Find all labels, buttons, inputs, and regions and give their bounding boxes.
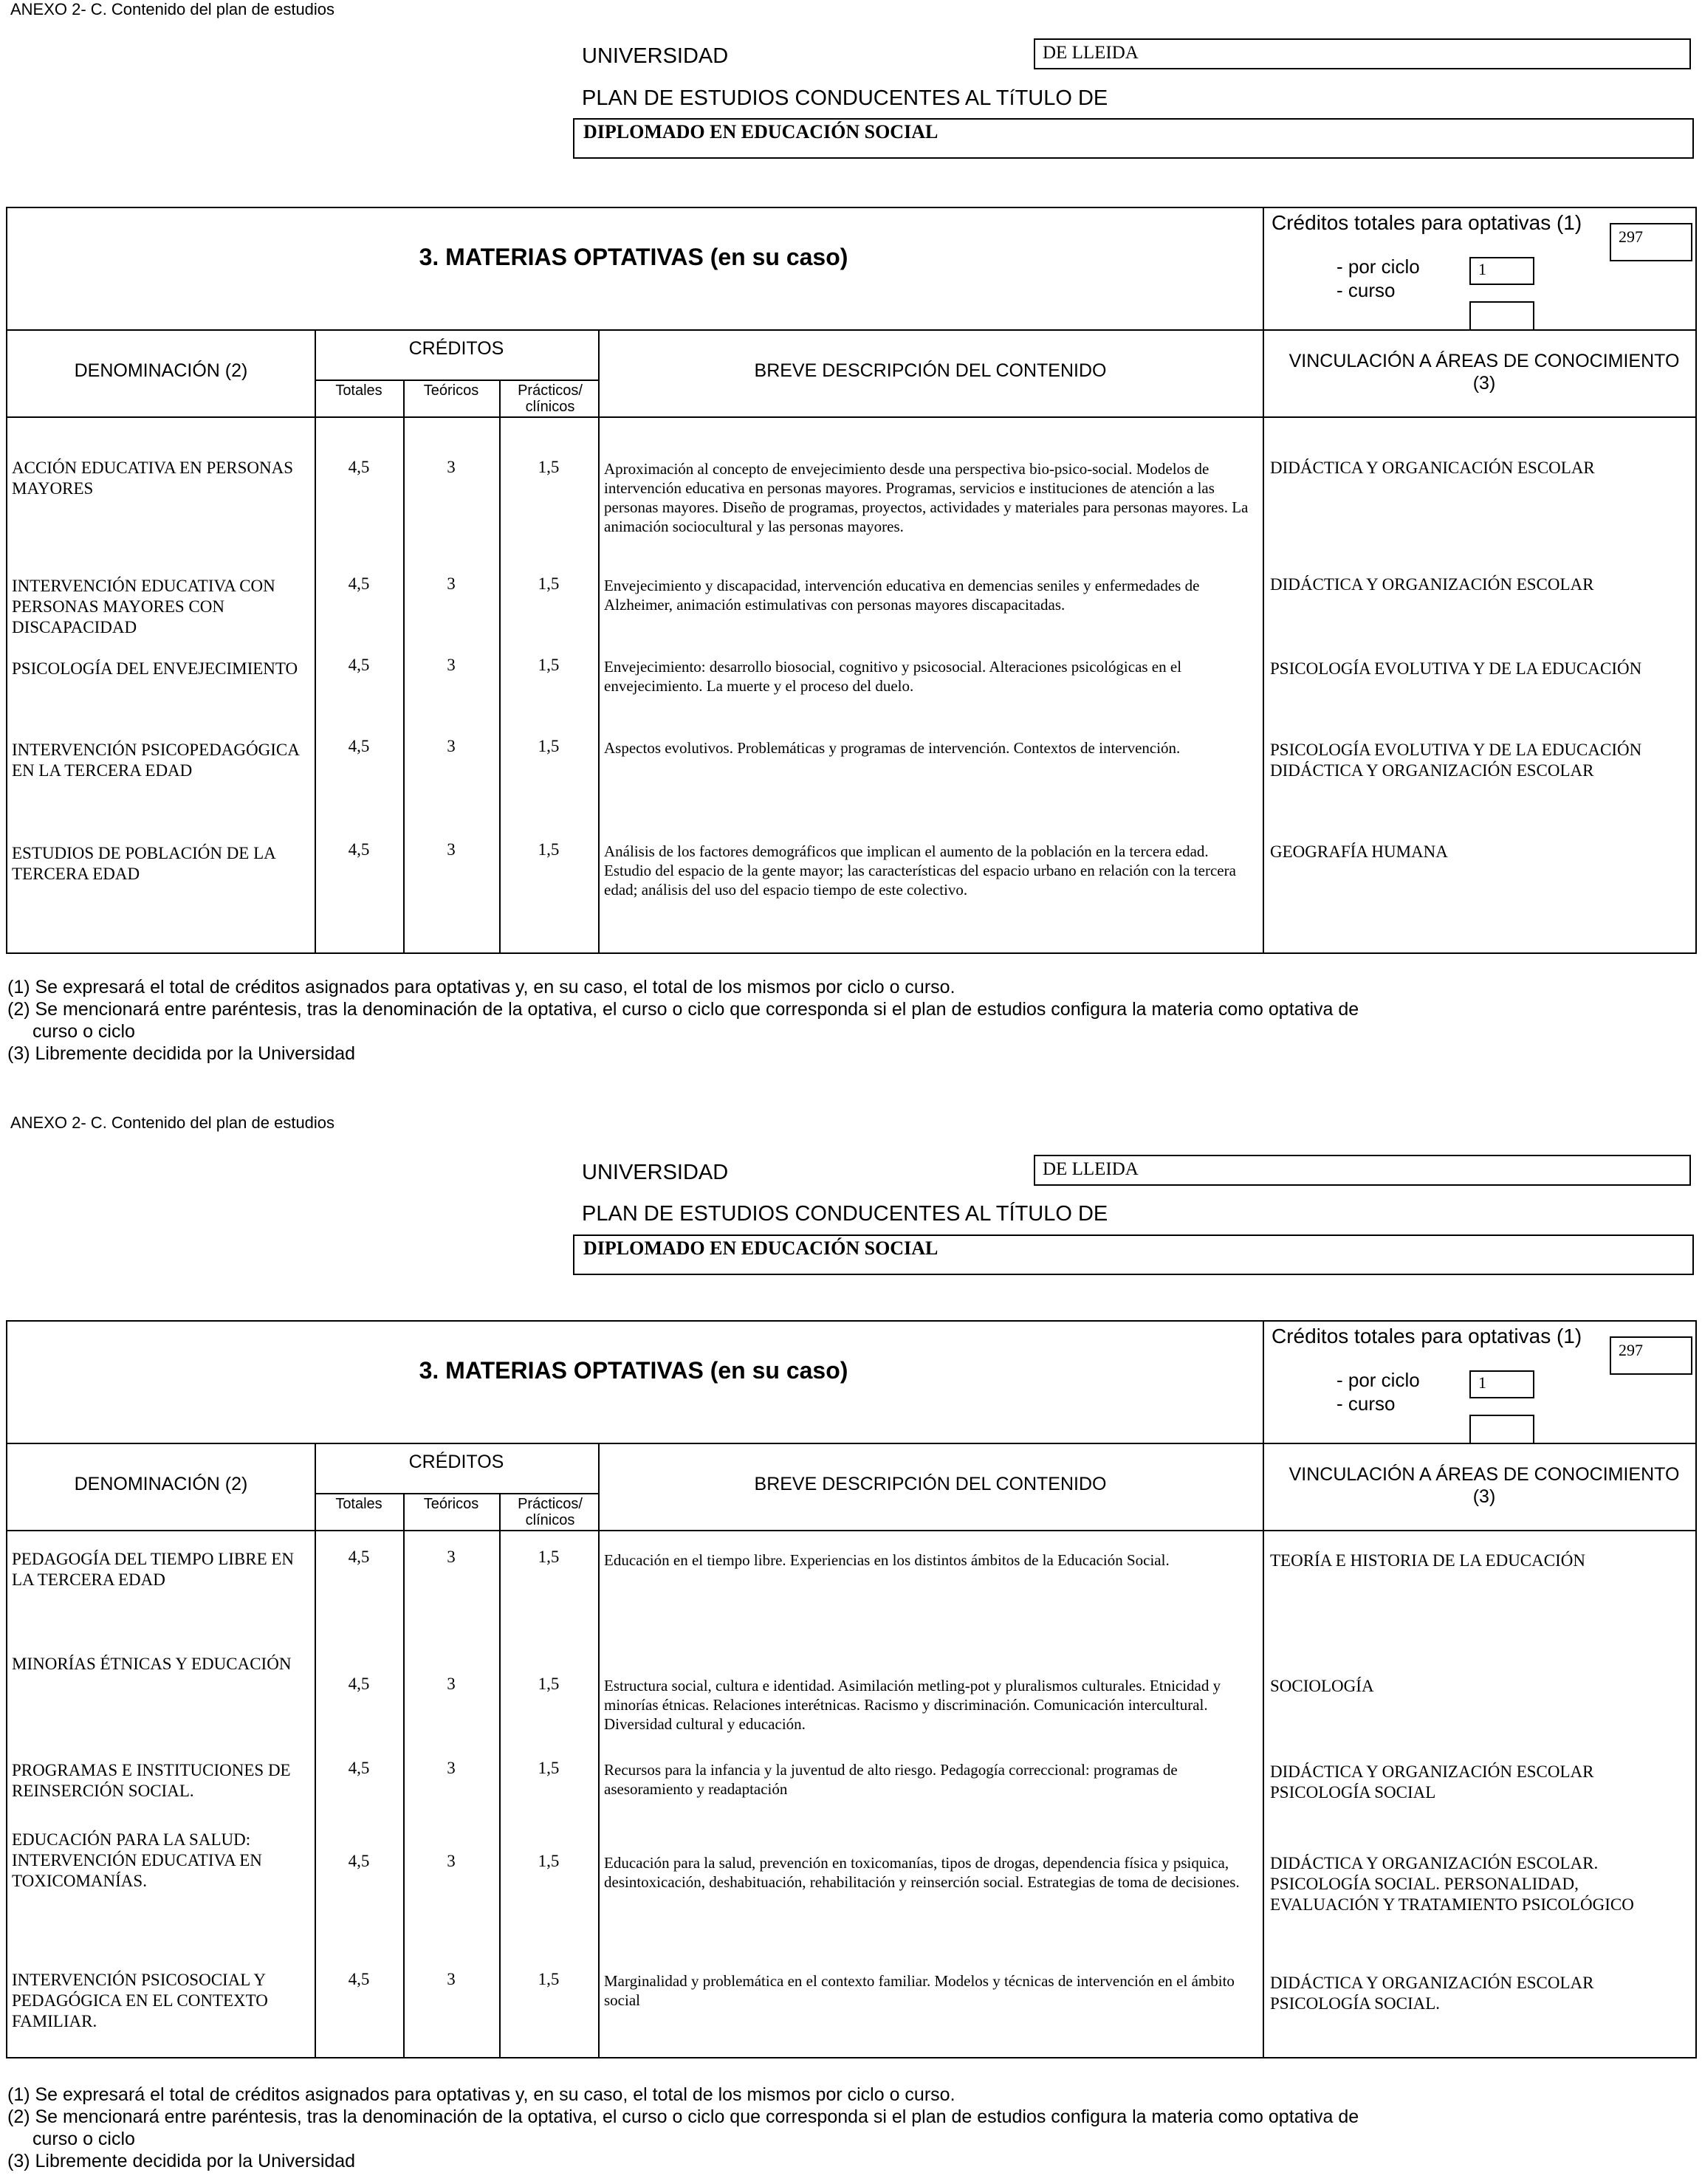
annex-title: ANEXO 2- C. Contenido del plan de estudios: [10, 1113, 335, 1132]
credits-totales: 4,5: [348, 656, 370, 674]
university-label: UNIVERSIDAD: [582, 44, 729, 68]
subject-description: Aspectos evolutivos. Problemáticas y programas de intervención. Contextos de intervención.: [604, 739, 1181, 757]
divider: [315, 1443, 316, 2058]
header-creditos: CRÉDITOS: [408, 1452, 504, 1472]
divider: [7, 1530, 1695, 1531]
header-totales: Totales: [335, 1496, 382, 1512]
subject-description: Envejecimiento y discapacidad, intervención educativa en demencias seniles y enfermedades de Alzheimer, animación estimulativas con personas mayores discapacitadas.: [604, 577, 1200, 614]
header-descripcion: BREVE DESCRIPCIÓN DEL CONTENIDO: [754, 360, 1107, 381]
per-cycle-label: - por ciclo: [1336, 1369, 1420, 1391]
per-course-label: - curso: [1336, 279, 1396, 301]
footnotes: [7, 976, 1359, 1065]
degree-field: DIPLOMADO EN EDUCACIÓN SOCIAL: [573, 1234, 1694, 1275]
knowledge-area: DIDÁCTICA Y ORGANIZACIÓN ESCOLAR. PSICOLOGÍA SOCIAL. PERSONALIDAD, EVALUACIÓN Y TRATAMIENTO PSICOLÓGICO: [1270, 1854, 1634, 1914]
credits-teoricos: 3: [447, 656, 456, 674]
subject-name: ESTUDIOS DE POBLACIÓN DE LA TERCERA EDAD: [12, 844, 275, 883]
knowledge-area: DIDÁCTICA Y ORGANIZACIÓN ESCOLAR PSICOLOGÍA SOCIAL: [1270, 1762, 1594, 1802]
optional-subjects-table: [6, 207, 1697, 954]
header-practicos: Prácticos/ clínicos: [518, 382, 583, 415]
subject-name: PROGRAMAS E INSTITUCIONES DE REINSERCIÓN SOCIAL.: [12, 1761, 291, 1800]
footnote: curso o ciclo: [32, 2129, 135, 2149]
credits-teoricos: 3: [447, 737, 456, 755]
credits-totales: 4,5: [348, 1970, 370, 1988]
footnote: (1) Se expresará el total de créditos asignados para optativas y, en su caso, el total de los mismos por ciclo o curso.: [7, 977, 955, 997]
credits-practicos: 1,5: [538, 1548, 560, 1566]
plan-label: PLAN DE ESTUDIOS CONDUCENTES AL TÍTULO DE: [582, 1202, 1108, 1226]
header-denominacion: DENOMINACIÓN (2): [74, 360, 248, 381]
optional-subjects-table: [6, 1320, 1697, 2058]
subject-description: Envejecimiento: desarrollo biosocial, cognitivo y psicosocial. Alteraciones psicológicas en el envejecimiento. La muerte y el proceso del duelo.: [604, 658, 1182, 695]
footnote: (1) Se expresará el total de créditos asignados para optativas y, en su caso, el total de los mismos por ciclo o curso.: [7, 2084, 955, 2105]
header-vinculacion: VINCULACIÓN A ÁREAS DE CONOCIMIENTO (3): [1288, 1464, 1680, 1507]
credits-teoricos: 3: [447, 1970, 456, 1988]
divider: [598, 1443, 600, 2058]
credits-total-label: Créditos totales para optativas (1): [1272, 1325, 1582, 1347]
subject-name: PEDAGOGÍA DEL TIEMPO LIBRE EN LA TERCERA EDAD: [12, 1550, 295, 1589]
divider: [7, 416, 1695, 418]
plan-label: PLAN DE ESTUDIOS CONDUCENTES AL TíTULO DE: [582, 86, 1108, 110]
subject-name: MINORÍAS ÉTNICAS Y EDUCACIÓN: [12, 1655, 292, 1673]
subject-description: Estructura social, cultura e identidad. Asimilación metling-pot y pluralismos culturales. Etnicidad y minorías étnicas. Relaciones interétnicas. Racismo y discriminación. Comunicación intercultural. Diversidad cultural y educación.: [604, 1677, 1221, 1733]
header-teoricos: Teóricos: [423, 382, 479, 399]
credits-practicos: 1,5: [538, 840, 560, 859]
header-teoricos: Teóricos: [423, 1496, 479, 1512]
footnotes: [7, 2084, 1359, 2172]
subject-description: Análisis de los factores demográficos que implican el aumento de la población en la tercera edad. Estudio del espacio de la gente mayor; las características del espacio urbano en relación con la tercera edad; análisis del uso del espacio tiempo de este colectivo.: [604, 842, 1236, 899]
credits-totales: 4,5: [348, 1852, 370, 1870]
per-course-label: - curso: [1336, 1393, 1396, 1415]
knowledge-area: GEOGRAFÍA HUMANA: [1270, 842, 1448, 861]
knowledge-area: DIDÁCTICA Y ORGANICACIÓN ESCOLAR: [1270, 459, 1595, 477]
subject-name: INTERVENCIÓN EDUCATIVA CON PERSONAS MAYORES CON DISCAPACIDAD: [12, 577, 275, 636]
knowledge-area: DIDÁCTICA Y ORGANIZACIÓN ESCOLAR PSICOLOGÍA SOCIAL.: [1270, 1974, 1594, 2013]
credits-totales: 4,5: [348, 737, 370, 755]
credits-practicos: 1,5: [538, 574, 560, 593]
header-denominacion: DENOMINACIÓN (2): [74, 1474, 248, 1494]
header-descripcion: BREVE DESCRIPCIÓN DEL CONTENIDO: [754, 1474, 1107, 1494]
per-course-field: [1469, 1415, 1534, 1444]
knowledge-area: DIDÁCTICA Y ORGANIZACIÓN ESCOLAR: [1270, 575, 1594, 594]
credits-totales: 4,5: [348, 1675, 370, 1693]
credits-totales: 4,5: [348, 1548, 370, 1566]
per-cycle-field: 1: [1469, 1370, 1534, 1398]
divider: [315, 380, 598, 381]
subject-name: INTERVENCIÓN PSICOSOCIAL Y PEDAGÓGICA EN EL CONTEXTO FAMILIAR.: [12, 1971, 268, 2030]
credits-totales: 4,5: [348, 574, 370, 593]
annex-title: ANEXO 2- C. Contenido del plan de estudios: [10, 0, 335, 18]
divider: [1263, 1322, 1264, 2058]
section-title: 3. MATERIAS OPTATIVAS (en su caso): [419, 1357, 848, 1384]
header-vinculacion: VINCULACIÓN A ÁREAS DE CONOCIMIENTO (3): [1288, 351, 1680, 394]
subject-description: Educación en el tiempo libre. Experiencias en los distintos ámbitos de la Educación Social.: [604, 1551, 1170, 1569]
credits-teoricos: 3: [447, 458, 456, 476]
subject-name: ACCIÓN EDUCATIVA EN PERSONAS MAYORES: [12, 459, 294, 498]
per-cycle-field: 1: [1469, 257, 1534, 285]
credits-total-field: 297: [1610, 1336, 1692, 1375]
footnote: (3) Libremente decidida por la Universidad: [7, 1043, 356, 1064]
credits-totales: 4,5: [348, 1759, 370, 1777]
footnote: (3) Libremente decidida por la Universidad: [7, 2151, 356, 2171]
knowledge-area: PSICOLOGÍA EVOLUTIVA Y DE LA EDUCACIÓN DIDÁCTICA Y ORGANIZACIÓN ESCOLAR: [1270, 741, 1642, 780]
university-label: UNIVERSIDAD: [582, 1161, 729, 1184]
credits-teoricos: 3: [447, 1852, 456, 1870]
subject-description: Aproximación al concepto de envejecimiento desde una perspectiva bio-psico-social. Modelos de intervención educativa en personas mayores. Programas, servicios e instituciones de atención a las personas mayores. Diseño de programas, proyectos, actividades y materiales para personas mayores. La animación sociocultural y las personas mayores.: [604, 460, 1249, 535]
university-field: DE LLEIDA: [1034, 38, 1691, 69]
document-page-2: [0, 1106, 1702, 2184]
credits-practicos: 1,5: [538, 1852, 560, 1870]
divider: [598, 329, 600, 954]
divider: [7, 1443, 1695, 1444]
section-title: 3. MATERIAS OPTATIVAS (en su caso): [419, 244, 848, 270]
subject-description: Marginalidad y problemática en el contexto familiar. Modelos y técnicas de intervención en el ámbito social: [604, 1972, 1235, 2009]
divider: [7, 329, 1695, 331]
subject-name: EDUCACIÓN PARA LA SALUD: INTERVENCIÓN EDUCATIVA EN TOXICOMANÍAS.: [12, 1830, 262, 1890]
divider: [1263, 208, 1264, 954]
credits-practicos: 1,5: [538, 458, 560, 476]
credits-teoricos: 3: [447, 1675, 456, 1693]
per-cycle-label: - por ciclo: [1336, 255, 1420, 278]
divider: [315, 329, 316, 954]
credits-teoricos: 3: [447, 574, 456, 593]
footnote: curso o ciclo: [32, 1021, 135, 1042]
subject-name: INTERVENCIÓN PSICOPEDAGÓGICA EN LA TERCERA EDAD: [12, 741, 299, 780]
knowledge-area: SOCIOLOGÍA: [1270, 1677, 1374, 1695]
per-course-field: [1469, 301, 1534, 331]
credits-total-field: 297: [1610, 223, 1692, 261]
subject-description: Recursos para la infancia y la juventud de alto riesgo. Pedagogía correccional: programas de asesoramiento y readaptación: [604, 1761, 1178, 1798]
header-creditos: CRÉDITOS: [408, 338, 504, 359]
credits-practicos: 1,5: [538, 737, 560, 755]
degree-field: DIPLOMADO EN EDUCACIÓN SOCIAL: [573, 118, 1694, 159]
credits-totales: 4,5: [348, 840, 370, 859]
credits-teoricos: 3: [447, 840, 456, 859]
footnote: (2) Se mencionará entre paréntesis, tras la denominación de la optativa, el curso o ciclo que corresponda si el plan de estudios configura la materia como optativa de: [7, 2106, 1359, 2127]
credits-teoricos: 3: [447, 1759, 456, 1777]
credits-total-label: Créditos totales para optativas (1): [1272, 211, 1582, 234]
credits-practicos: 1,5: [538, 1675, 560, 1693]
credits-practicos: 1,5: [538, 656, 560, 674]
university-field: DE LLEIDA: [1034, 1155, 1691, 1186]
credits-practicos: 1,5: [538, 1970, 560, 1988]
subject-description: Educación para la salud, prevención en toxicomanías, tipos de drogas, dependencia física y psiquica, desintoxicación, deshabituación, rehabilitación y reinserción social. Estrategias de toma de decisiones.: [604, 1854, 1240, 1891]
knowledge-area: PSICOLOGÍA EVOLUTIVA Y DE LA EDUCACIÓN: [1270, 659, 1642, 678]
footnote: (2) Se mencionará entre paréntesis, tras la denominación de la optativa, el curso o ciclo que corresponda si el plan de estudios configura la materia como optativa de: [7, 999, 1359, 1020]
divider: [315, 1493, 598, 1494]
header-practicos: Prácticos/ clínicos: [518, 1496, 583, 1528]
credits-practicos: 1,5: [538, 1759, 560, 1777]
header-totales: Totales: [335, 382, 382, 399]
credits-totales: 4,5: [348, 458, 370, 476]
credits-teoricos: 3: [447, 1548, 456, 1566]
document-page-1: [0, 0, 1702, 1078]
knowledge-area: TEORÍA E HISTORIA DE LA EDUCACIÓN: [1270, 1551, 1585, 1570]
subject-name: PSICOLOGÍA DEL ENVEJECIMIENTO: [12, 659, 298, 678]
